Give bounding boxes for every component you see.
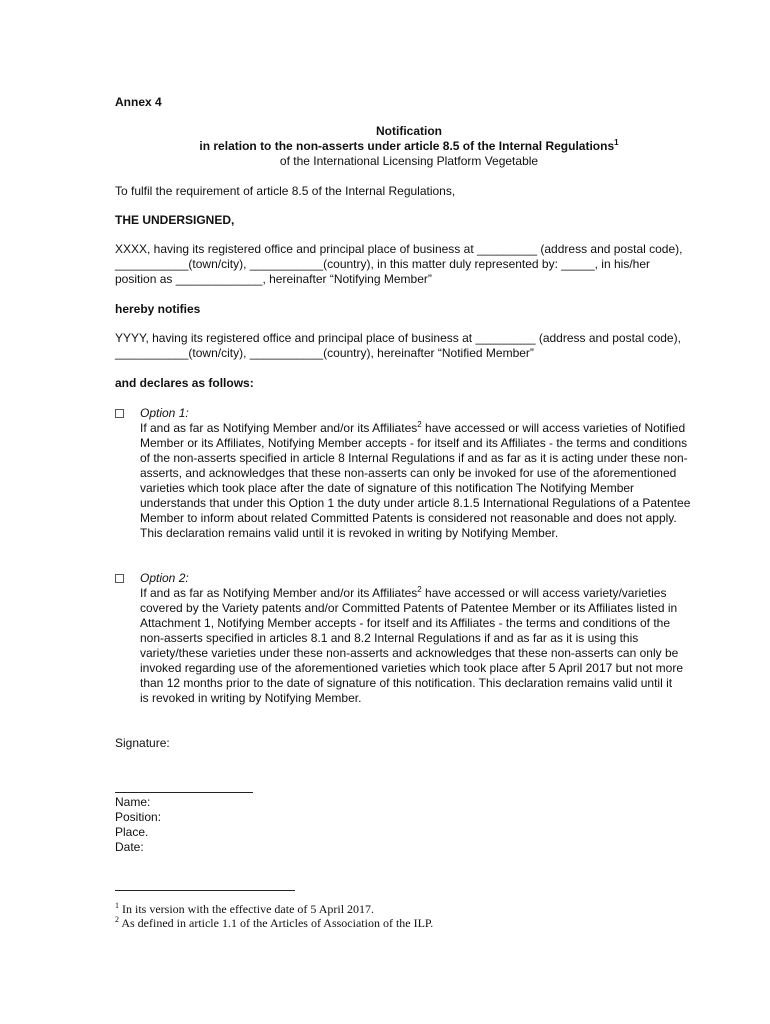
footnote-1 — [115, 902, 374, 916]
option-1-line-7: Member to inform about related Committed Patents is considered not reasonable and does not apply. — [140, 511, 677, 525]
option-2-label: Option 2: — [140, 571, 189, 585]
option-1-block — [140, 406, 705, 541]
name-field-label: Name: — [115, 795, 151, 809]
position-field-label: Position: — [115, 810, 162, 824]
option-1-line-1: If and as far as Notifying Member and/or its Affiliates$^2$ have accessed or will access varieties of Notified — [140, 420, 686, 435]
footnote-2-number: 2 — [115, 915, 119, 924]
option-2-line-3: Attachment 1, Notifying Member accepts - for itself and its Affiliates - the terms and conditions of the — [140, 616, 671, 630]
notified-line-1: YYYY, having its registered office and principal place of business at _________ (address and postal code), — [115, 331, 681, 345]
footnote-divider — [115, 890, 295, 891]
option-2-line-8: is revoked in writing by Notifying Member. — [140, 691, 362, 705]
title-line-2-text: in relation to the non-asserts under article 8.5 of the Internal Regulations — [199, 139, 615, 153]
signature-fields — [115, 795, 161, 855]
option-2-line-5: variety/these varieties under these non-asserts and acknowledges that these non-asserts can only be — [140, 646, 679, 660]
option-1-line-5: varieties which took place after the date of signature of this notification The Notifying Member — [140, 481, 635, 495]
option-1-label: Option 1: — [140, 406, 189, 420]
option-2-line-7: than 12 months prior to the date of signature of this notification. This declaration remains valid until it — [140, 676, 673, 690]
footnote-ref-1[interactable]: 1 — [614, 138, 619, 147]
signature-line[interactable] — [115, 792, 253, 793]
undersigned-heading: THE UNDERSIGNED, — [115, 213, 235, 227]
signature-label: Signature: — [115, 736, 170, 750]
date-field-label: Date: — [115, 840, 144, 854]
notified-paragraph — [115, 331, 705, 361]
option-1-line-8: This declaration remains valid until it is revoked in writing by Notifying Member. — [140, 526, 559, 540]
intro-text: To fulfil the requirement of article 8.5 of the Internal Regulations, — [115, 184, 456, 198]
undersigned-line-3: position as _____________, hereinafter “Notifying Member” — [115, 272, 432, 286]
option-2-line-6: invoked regarding use of the aforementioned varieties which took place after 5 April 2017 but not more — [140, 661, 683, 675]
option-1-checkbox[interactable] — [115, 409, 124, 418]
option-2-line-1: If and as far as Notifying Member and/or its Affiliates$^2$ have accessed or will access variety/varieties — [140, 585, 667, 600]
title-line-1: Notification — [376, 124, 442, 138]
footnote-ref-2[interactable]: 2 — [417, 420, 422, 429]
option-1-line-2: Member or its Affiliates, Notifying Member accepts - for itself and its Affiliates - the terms and conditions — [140, 436, 688, 450]
declares-heading: and declares as follows: — [115, 376, 254, 390]
notified-line-2: ___________(town/city), ___________(country), hereinafter “Notified Member” — [115, 346, 534, 360]
option-1-line-4: asserts, and acknowledges that these non-asserts can only be invoked for use of the aforementioned — [140, 466, 677, 480]
option-1-line-6: understands that under this Option 1 the duty under article 8.1.5 International Regulations of a Patentee — [140, 496, 691, 510]
undersigned-line-2: ___________(town/city), ___________(country), in this matter duly represented by: _____, in his/her — [115, 257, 650, 271]
footnote-2 — [115, 916, 433, 930]
option-2-line-2: covered by the Variety patents and/or Committed Patents of Patentee Member or its Affiliates listed in — [140, 601, 678, 615]
title-line-2 — [0, 139, 770, 153]
place-field-label: Place. — [115, 825, 149, 839]
option-1-line-3: of the non-asserts specified in article 8 Internal Regulations if and as far as it is acting under these non- — [140, 451, 688, 465]
footnote-1-number: 1 — [115, 901, 119, 910]
footnote-ref-2b[interactable]: 2 — [417, 585, 422, 594]
footnote-2-text: As defined in article 1.1 of the Articles of Association of the ILP. — [119, 916, 434, 930]
undersigned-paragraph — [115, 242, 705, 287]
option-2-line-4: non-asserts specified in articles 8.1 and 8.2 Internal Regulations if and as far as it is using this — [140, 631, 639, 645]
option-2-checkbox[interactable] — [115, 574, 124, 583]
undersigned-line-1: XXXX, having its registered office and principal place of business at _________ (address and postal code), — [115, 242, 683, 256]
annex-label: Annex 4 — [115, 95, 162, 109]
title-line-3: of the International Licensing Platform Vegetable — [279, 154, 539, 168]
option-2-block — [140, 571, 705, 706]
notifies-heading: hereby notifies — [115, 302, 201, 316]
footnote-1-text: In its version with the effective date of 5 April 2017. — [119, 902, 375, 916]
